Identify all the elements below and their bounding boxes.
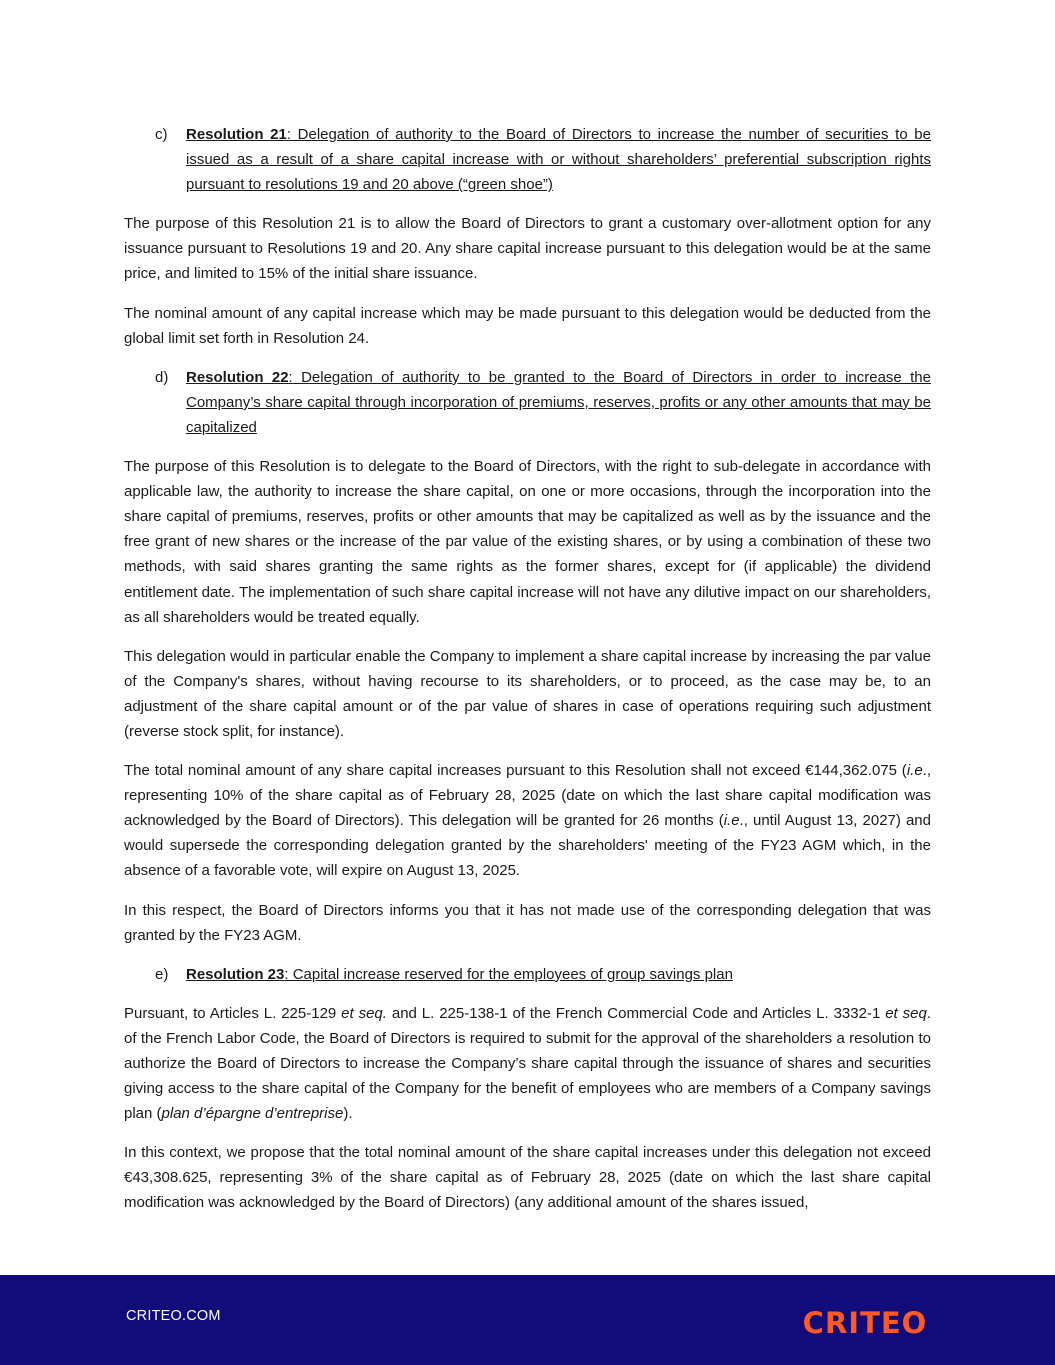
italic-text: i.e — [723, 812, 740, 830]
paragraph: The nominal amount of any capital increase which may be made pursuant to this delegation would be deducted from the global limit set forth in Resolution 24. — [124, 304, 931, 347]
text-run: Pursuant, to Articles L. 225-129 — [124, 1004, 342, 1022]
text-run: ). — [343, 1105, 353, 1123]
paragraph: The purpose of this Resolution is to delegate to the Board of Directors, with the right to sub-delegate in accordance with applicable law, the authority to increase the share capital, on one or more occasions, through the incorporation into the share capital of premiums, reserves, profits or other amounts that may be capitalized as well as by the issuance and the free grant of new shares or the increase of the par value of the existing shares, or by using a combination of these two methods, with said shares granting the same rights as the former shares, except for (if applicable) the dividend entitlement date. The implementation of such share capital increase will not have any dilutive impact on our shareholders, as all shareholders would be treated equally. — [124, 458, 931, 626]
text-run: . of the French Labor Code, the Board of Directors is required to submit for the approval of the shareholders a resolution to authorize the Board of Directors to increase the Company’s share capital through the issuance of shares and securities giving access to the share capital of the Company for the benefit of employees who are members of a Company savings plan ( — [124, 1004, 931, 1123]
paragraph: This delegation would in particular enable the Company to implement a share capital increase by increasing the par value of the Company's shares, without having recourse to its shareholders, or to proceed, as the case may be, to an adjustment of the share capital amount or of the par value of shares in case of operations requiring such adjustment (reverse stock split, for instance). — [124, 647, 931, 740]
resolution-21-heading — [124, 122, 931, 197]
text-run: ., until August 13, 2027) and would supersede the corresponding delegation granted by the shareholders' meeting of the FY23 AGM which, in the absence of a favorable vote, will expire on August 13, 2025. — [124, 812, 931, 880]
paragraph — [124, 1001, 931, 1126]
logo-text: CRITEO — [802, 1306, 928, 1337]
resolution-title: Resolution 22 — [186, 368, 289, 386]
resolution-23-heading — [124, 962, 931, 987]
page-footer — [0, 1275, 1055, 1365]
resolution-title: Resolution 21 — [186, 126, 287, 143]
resolution-22-heading — [124, 365, 931, 440]
resolution-title: Resolution 23 — [186, 965, 285, 983]
paragraph: In this respect, the Board of Directors informs you that it has not made use of the corresponding delegation that was granted by the FY23 AGM. — [124, 901, 931, 944]
resolution-description: : Delegation of authority to the Board of Directors to increase the number of securities to be issued as a result of a share capital increase with or without shareholders’ preferential subscription rights pursuant to resolutions 19 and 20 above (“green shoe”) — [186, 126, 931, 194]
paragraph: The purpose of this Resolution 21 is to allow the Board of Directors to grant a customary over-allotment option for any issuance pursuant to Resolutions 19 and 20. Any share capital increase pursuant to this delegation would be at the same price, and limited to 15% of the initial share issuance. — [124, 215, 931, 283]
italic-text: plan d’épargne d’entreprise — [161, 1105, 344, 1123]
italic-text: et seq. — [341, 1004, 387, 1022]
document-body — [124, 122, 931, 1230]
text-run: ., representing 10% of the share capital as of February 28, 2025 (date on which the last share capital modification was acknowledged by the Board of Directors). This delegation will be granted for 26 months ( — [124, 762, 931, 830]
resolution-description: : Capital increase reserved for the employees of group savings plan — [284, 965, 733, 983]
resolution-heading-text — [186, 122, 931, 197]
italic-text: i.e — [906, 762, 923, 780]
italic-text: et seq — [885, 1004, 927, 1022]
resolution-heading-text — [186, 365, 931, 440]
text-run: The total nominal amount of any share capital increases pursuant to this Resolution shall not exceed €144,362.075 ( — [124, 762, 907, 780]
text-run: and L. 225-138-1 of the French Commercial Code and Articles L. 3332-1 — [386, 1004, 886, 1022]
paragraph: In this context, we propose that the total nominal amount of the share capital increases under this delegation not exceed €43,308.625, representing 3% of the share capital as of February 28, 2025 (date on which the last share capital modification was acknowledged by the Board of Directors) (any additional amount of the shares issued, — [124, 1144, 931, 1212]
list-marker: e) — [155, 965, 169, 983]
resolution-heading-text — [186, 962, 931, 987]
resolution-description: : Delegation of authority to be granted to the Board of Directors in order to increase the Company’s share capital through incorporation of premiums, reserves, profits or any other amounts that may be capitalized — [186, 368, 931, 436]
list-marker: d) — [155, 368, 169, 386]
footer-website-link[interactable]: CRITEO.COM — [126, 1308, 221, 1324]
paragraph — [124, 758, 931, 883]
criteo-logo — [800, 1305, 930, 1337]
list-marker: c) — [155, 126, 168, 143]
